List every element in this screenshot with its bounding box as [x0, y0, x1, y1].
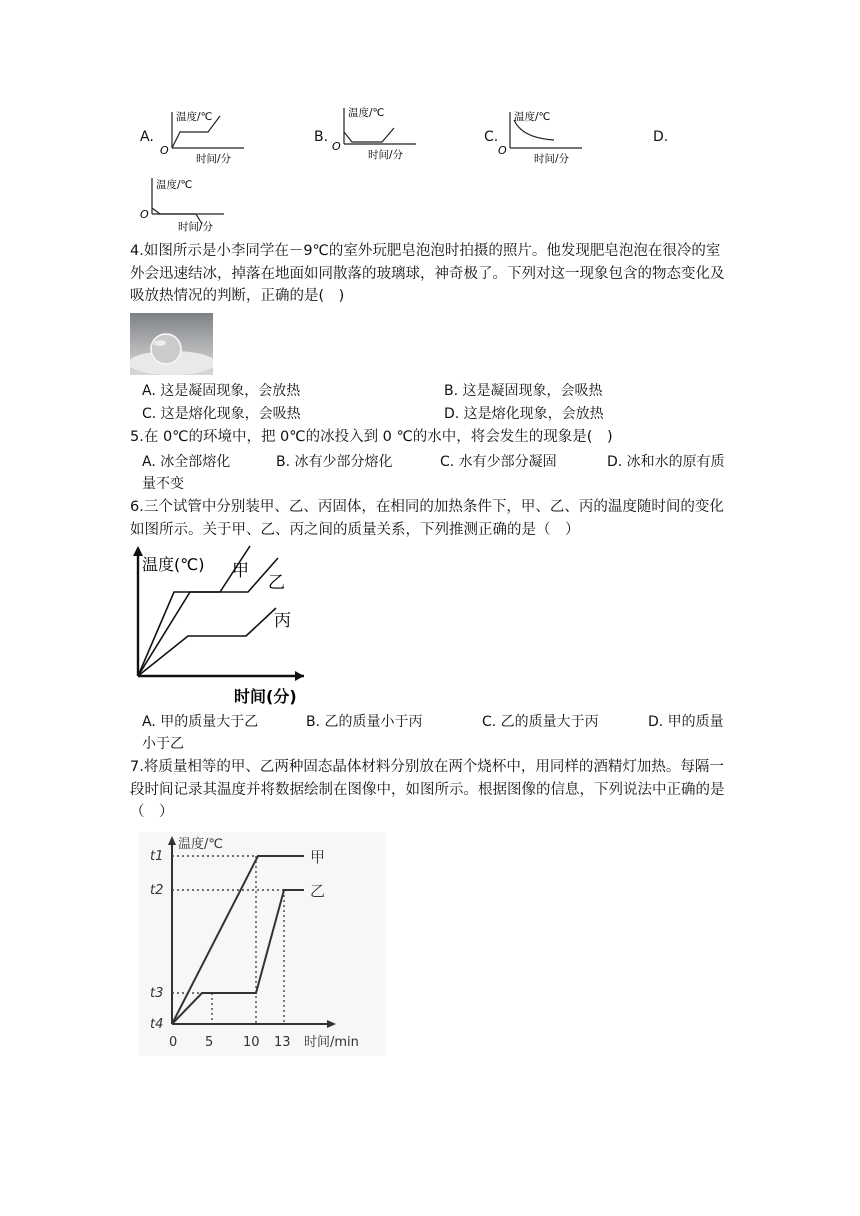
q4-option-b[interactable]: B. 这是凝固现象，会吸热: [444, 383, 603, 399]
q5-option-d-cont: 量不变: [142, 476, 184, 492]
q7-xtick-5: 5: [205, 1035, 214, 1050]
q3-option-b-letter: B.: [314, 129, 329, 145]
q3-graph-b: [330, 104, 420, 162]
soap-bubble-photo: [130, 313, 213, 375]
q7-xtick-0: 0: [169, 1035, 178, 1050]
q3-b-ylabel: 温度/℃: [348, 107, 385, 119]
q4-option-c[interactable]: C. 这是熔化现象，会吸热: [142, 406, 301, 422]
q6-label-jia: 甲: [232, 561, 249, 581]
q3-graph-d: [138, 174, 228, 232]
q6-stem: 6.三个试管中分别装甲、乙、丙固体，在相同的加热条件下，甲、乙、丙的温度随时间的变化如图所示。关于甲、乙、丙之间的质量关系，下列推测正确的是（ ）: [130, 499, 724, 538]
q6-option-a[interactable]: A. 甲的质量大于乙: [142, 714, 259, 730]
q3-d-xlabel: 时间/分: [178, 221, 214, 232]
q5-option-d[interactable]: D. 冰和水的原有质: [607, 454, 725, 470]
q3-c-curve: [514, 120, 554, 140]
q7-ytick-t4: t4: [150, 1017, 164, 1032]
q6-option-d-cont: 小于乙: [142, 736, 184, 752]
q3-a-ylabel: 温度/℃: [176, 111, 213, 123]
q6-label-bing: 丙: [274, 611, 291, 631]
q3-a-xlabel: 时间/分: [196, 153, 232, 165]
q4-option-a[interactable]: A. 这是凝固现象，会放热: [142, 383, 301, 399]
q3-b-xlabel: 时间/分: [368, 149, 404, 161]
q6-option-b[interactable]: B. 乙的质量小于丙: [306, 714, 423, 730]
q7-xtick-10: 10: [243, 1035, 260, 1050]
q3-a-origin: O: [160, 144, 169, 157]
q3-option-c-letter: C.: [484, 129, 499, 145]
q7-graph: [138, 832, 386, 1056]
q7-ylabel: 温度/℃: [178, 837, 223, 852]
q7-ytick-t2: t2: [150, 883, 164, 898]
q7-ytick-t1: t1: [150, 849, 164, 864]
q3-c-ylabel: 温度/℃: [514, 111, 551, 123]
q3-d-origin: O: [140, 208, 149, 221]
q6-option-d[interactable]: D. 甲的质量: [648, 714, 724, 730]
frozen-bubble-image: [130, 313, 213, 375]
q3-c-xlabel: 时间/分: [534, 153, 570, 165]
q5-option-a[interactable]: A. 冰全部熔化: [142, 454, 231, 470]
q6-graph: [124, 542, 310, 708]
q3-graph-a: [158, 108, 248, 166]
q7-xlabel: 时间/min: [304, 1035, 359, 1050]
q3-d-ylabel: 温度/℃: [156, 179, 193, 191]
q6-x-arrow: [295, 671, 304, 681]
q3-b-origin: O: [332, 140, 341, 153]
q5-stem: 5.在 0℃的环境中，把 0℃的冰投入到 0 ℃的水中，将会发生的现象是( ): [130, 429, 613, 445]
q7-graph-background: [138, 832, 386, 1056]
q7-label-yi: 乙: [310, 882, 326, 900]
q6-label-yi: 乙: [268, 573, 285, 593]
q3-graph-c: [496, 108, 586, 166]
q4-stem: 4.如图所示是小李同学在－9℃的室外玩肥皂泡泡时拍摄的照片。他发现肥皂泡泡在很冷的室外会迅速结冰，掉落在地面如同散落的玻璃球，神奇极了。下列对这一现象包含的物态变化及吸放热情况的判断，正确的是( ): [130, 243, 725, 304]
q4-option-d[interactable]: D. 这是熔化现象，会放热: [444, 406, 604, 422]
q7-label-jia: 甲: [310, 848, 326, 866]
q6-ylabel: 温度(℃): [142, 555, 205, 574]
q6-xlabel: 时间(分): [234, 687, 297, 706]
q3-option-a-letter: A.: [140, 129, 154, 145]
q3-option-d-letter: D.: [653, 129, 669, 145]
q6-option-c[interactable]: C. 乙的质量大于丙: [482, 714, 599, 730]
q7-ytick-t3: t3: [150, 986, 164, 1001]
q5-option-c[interactable]: C. 水有少部分凝固: [440, 454, 557, 470]
q7-stem: 7.将质量相等的甲、乙两种固态晶体材料分别放在两个烧杯中，用同样的酒精灯加热。每隔一段时间记录其温度并将数据绘制在图像中，如图所示。根据图像的信息，下列说法中正确的是（ ）: [130, 759, 725, 820]
q7-xtick-13: 13: [274, 1035, 291, 1050]
q3-c-origin: O: [498, 144, 507, 157]
q5-option-b[interactable]: B. 冰有少部分熔化: [276, 454, 393, 470]
q3-b-curve: [344, 128, 394, 142]
